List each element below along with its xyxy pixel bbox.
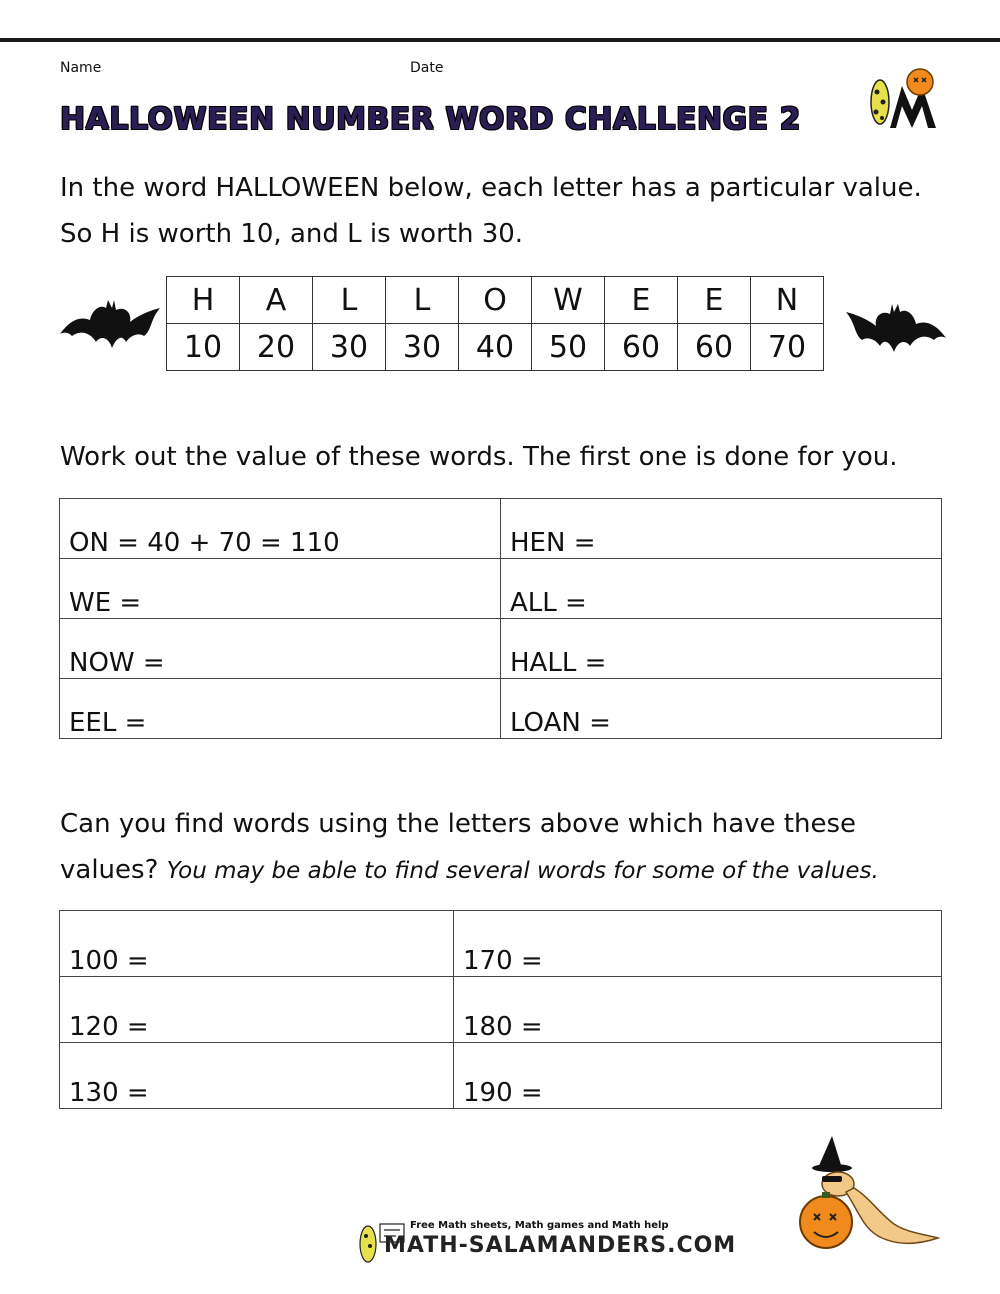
letter-cell: L — [313, 277, 386, 324]
value-cell: 50 — [532, 324, 605, 371]
answer-cell[interactable]: 120 = — [60, 977, 454, 1043]
top-rule — [0, 38, 1000, 42]
section1-instruction: Work out the value of these words. The first one is done for you. — [60, 442, 898, 472]
table-row — [60, 977, 942, 1043]
letter-cell: E — [678, 277, 751, 324]
salamander-logo-icon — [860, 66, 946, 132]
find-words-table — [59, 910, 942, 1109]
section2-instruction-start: values? — [60, 855, 159, 885]
footer-tagline: Free Math sheets, Math games and Math help — [410, 1220, 669, 1231]
value-cell: 20 — [240, 324, 313, 371]
letter-cell: L — [386, 277, 459, 324]
table-row — [60, 679, 942, 739]
value-cell: 30 — [386, 324, 459, 371]
intro-line-2: So H is worth 10, and L is worth 30. — [60, 219, 524, 249]
bat-icon — [846, 294, 946, 360]
letter-cell: E — [605, 277, 678, 324]
answer-cell[interactable]: 100 = — [60, 911, 454, 977]
page-title: HALLOWEEN NUMBER WORD CHALLENGE 2 — [60, 102, 801, 137]
section2-instruction-line-1: Can you find words using the letters above which have these — [60, 809, 857, 839]
table-row — [60, 619, 942, 679]
answer-cell[interactable]: HALL = — [501, 619, 942, 679]
answer-cell[interactable]: ALL = — [501, 559, 942, 619]
value-row — [167, 324, 824, 371]
section2-instruction-line-2 — [60, 847, 879, 894]
footer-logo-text[interactable]: MATH-SALAMANDERS.COM — [384, 1233, 737, 1258]
name-label: Name — [60, 60, 102, 76]
letter-cell: N — [751, 277, 824, 324]
value-cell: 10 — [167, 324, 240, 371]
letter-value-table — [166, 276, 824, 371]
answer-cell[interactable]: ON = 40 + 70 = 110 — [60, 499, 501, 559]
answer-cell[interactable]: 130 = — [60, 1043, 454, 1109]
date-label: Date — [410, 60, 444, 76]
value-cell: 70 — [751, 324, 824, 371]
letter-cell: W — [532, 277, 605, 324]
letter-row — [167, 277, 824, 324]
word-value-table — [59, 498, 942, 739]
answer-cell[interactable]: 190 = — [454, 1043, 942, 1109]
intro-line-1: In the word HALLOWEEN below, each letter has a particular value. — [60, 173, 922, 203]
answer-cell[interactable]: WE = — [60, 559, 501, 619]
answer-cell[interactable]: NOW = — [60, 619, 501, 679]
table-row — [60, 559, 942, 619]
letter-cell: A — [240, 277, 313, 324]
value-cell: 40 — [459, 324, 532, 371]
answer-cell[interactable]: HEN = — [501, 499, 942, 559]
letter-cell: O — [459, 277, 532, 324]
letter-cell: H — [167, 277, 240, 324]
answer-cell[interactable]: 180 = — [454, 977, 942, 1043]
value-cell: 60 — [678, 324, 751, 371]
witch-salamander-icon — [790, 1134, 940, 1254]
table-row — [60, 1043, 942, 1109]
answer-cell[interactable]: EEL = — [60, 679, 501, 739]
value-cell: 30 — [313, 324, 386, 371]
answer-cell[interactable]: LOAN = — [501, 679, 942, 739]
table-row — [60, 911, 942, 977]
table-row — [60, 499, 942, 559]
bat-icon — [60, 290, 160, 356]
answer-cell[interactable]: 170 = — [454, 911, 942, 977]
section2-instruction-italic: You may be able to find several words for some of the values. — [166, 858, 879, 884]
value-cell: 60 — [605, 324, 678, 371]
